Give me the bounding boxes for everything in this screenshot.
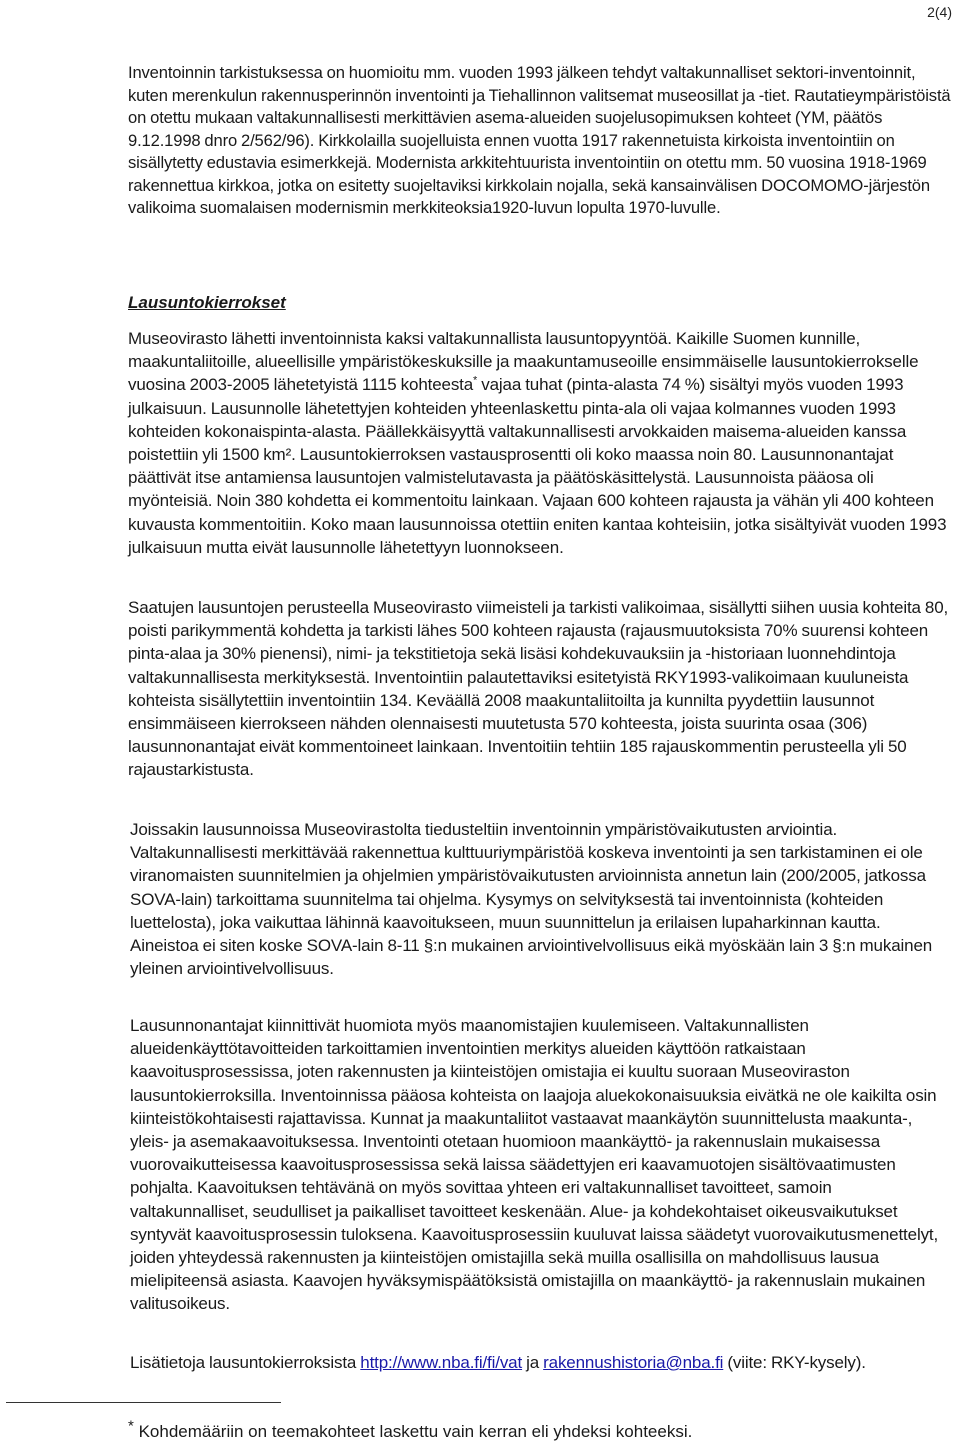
landowner-hearing-paragraph: Lausunnonantajat kiinnittivät huomiota myös maanomistajien kuulemiseen. Valtakunnallisten alueidenkäyttötavoitteiden tarkoittamien inventointien merkitys alueiden käyttöön ratkaistaan kaavoitusprosessissa, joten rakennusten ja kiinteistöjen omistajia ei kuultu suoraan Museoviraston lausuntokierroksilla. Inventoinnissa pääosa kohteista on laajoja aluekokonaisuuksia eivätkä ne ole kaikilta osin kiinteistökohtaisesti rajattavissa. Kunnat ja maakuntaliitot vastaavat maankäytön suunnittelusta maakunta-, yleis- ja asemakaavoituksessa. Inventointi otetaan huomioon maankäyttö- ja rakennuslain mukaisessa vuorovaikutteisessa kaavoitusprosessissa sekä laissa säädettyjen eri kaavamuotojen sisältövaatimusten pohjalta. Kaavoituksen tehtävänä on myös sovittaa yhteen eri valtakunnalliset tavoitteet, samoin valtakunnalliset, seudulliset ja paikalliset tavoitteet keskenään. Alue- ja kohdekohtaiset oikeusvaikutukset syntyvät kaavoitusprosessin tuloksena. Kaavoitusprosessiin kuuluvat laissa säädetyt vuorovaikutusmenettelyt, joiden yhteydessä rakennusten ja kiinteistöjen omistajilla sekä muilla osallisilla on mahdollisuus lausua mielipiteensä asiasta. Kaavojen hyväksymispäätöksistä omistajilla on maankäyttö- ja rakennuslain mukainen valitusoikeus. bbox=[130, 1016, 939, 1314]
contact-prefix: Lisätietoja lausuntokierroksista bbox=[130, 1353, 361, 1372]
footnote-mark: * bbox=[128, 1417, 134, 1435]
footnote-reference[interactable]: * bbox=[473, 374, 478, 387]
page-number: 2(4) bbox=[927, 4, 952, 20]
lausunto-paragraph-1 bbox=[128, 327, 954, 559]
footnote-separator bbox=[6, 1402, 281, 1403]
lausunto-paragraph-2: Saatujen lausuntojen perusteella Museovirasto viimeisteli ja tarkisti valikoimaa, sisällytti siihen uusia kohteita 80, poisti parikymmentä kohdetta ja tarkisti lähes 500 kohteen rajausta (rajausmuutoksista 70% suurensi kohteen pinta-alaa ja 30% pienensi), nimi- ja tekstitietoja sekä lisäsi kohdekuvauksiin ja -historiaan luonnehdintoja valtakunnallisesta merkityksestä. Inventointiin palautettaviksi esitetyistä RKY1993-valikoimaan kuuluneista kohteista sisällytettiin inventointiin 134. Keväällä 2008 maakuntaliitoilta ja kunnilta pyydettiin lausunnot ensimmäiseen kierrokseen nähden olennaisesti muutetusta 570 kohteesta, joista suurinta osaa (306) lausunnonantajat eivät kommentoineet lainkaan. Inventoitiin tehtiin 185 rajauskommentin perusteella yli 50 rajaustarkistusta. bbox=[128, 598, 949, 780]
contact-paragraph bbox=[130, 1351, 948, 1374]
paragraph-text-part: Museovirasto lähetti inventoinnista kaksi valtakunnallista lausuntopyyntöä. Kaikille Suomen kunnille, maakuntaliitoille, alueellisille ympäristökeskuksille ja maakuntamuseoille ensimmäiselle lausuntokierrokselle vuosina 2003-2005 lähetetyistä 1115 kohteesta bbox=[128, 329, 919, 395]
paragraph-text-part: vajaa tuhat (pinta-alasta 74 %) sisältyi myös vuoden 1993 julkaisuun. Lausunnolle lähetettyjen kohteiden yhteenlaskettu pinta-ala oli vajaa kolmannes vuoden 1993 kohteiden kokonaispinta-alasta. Päällekkäisyyttä valtakunnallisesti arvokkaiden maisema-alueiden kanssa poistettiin yli 1500 km². Lausuntokierroksen vastausprosentti oli koko maassa noin 80. Lausunnonantajat päättivät itse antamiensa lausuntojen valmistelutavasta ja päätöskäsittelystä. Lausunnoista pääosa oli myönteisiä. Noin 380 kohdetta ei kommentoitu lainkaan. Vajaan 600 kohteen rajausta ja vähän yli 400 kohteen kuvausta kommentoitiin. Koko maan lausunnoissa otettiin eniten kantaa kohteisiin, jotka sisältyivät vuoden 1993 julkaisuun mutta eivät lausunnolle lähetettyyn luonnokseen. bbox=[128, 375, 947, 557]
intro-paragraph: Inventoinnin tarkistuksessa on huomioitu mm. vuoden 1993 jälkeen tehdyt valtakunnalliset sektori-inventoinnit, kuten merenkulun rakennusperinnön inventointi ja Tiehallinnon valitsemat museosillat ja -tiet. Rautatieympäristöistä on otettu mukaan valtakunnallisesti merkittävien asema-alueiden suojelusopimuksen kohteet (YM, päätös 9.12.1998 dnro 2/562/96). Kirkkolailla suojelluista ennen vuotta 1917 rakennetuista kirkoista inventointiin on sisällytetty edustavia esimerkkejä. Modernista arkkitehtuurista inventointiin on otettu mm. 50 vuosina 1918-1969 rakennettua kirkkoa, jotka on esitetty suojeltaviksi kirkkolain nojalla, sekä kansainvälisen DOCOMOMO-järjestön valikoima suomalaisen modernismin merkkiteoksia1920-luvun lopulta 1970-luvulle. bbox=[128, 63, 951, 217]
section-heading: Lausuntokierrokset bbox=[128, 293, 286, 312]
environment-assessment-paragraph: Joissakin lausunnoissa Museovirastolta tiedusteltiin inventoinnin ympäristövaikutusten arviointia. Valtakunnallisesti merkittävää rakennettua kulttuuriympäristöä koskeva inventointi ja sen tarkistaminen ei ole viranomaisten suunnitelmien ja ohjelmien ympäristövaikutusten arvioinnista annetun lain (200/2005, jatkossa SOVA-lain) tarkoittama suunnitelma tai ohjelma. Kysymys on selvityksestä tai inventoinnista (kohteiden luettelosta), joka vaikuttaa lähinnä kaavoitukseen, muun suunnittelun ja erilaisen lupaharkinnan kautta. Aineistoa ei siten koske SOVA-lain 8-11 §:n mukainen arviointivelvollisuus eikä myöskään lain 3 §:n mukainen yleinen arviointivelvollisuus. bbox=[130, 820, 933, 979]
vat-link[interactable]: http://www.nba.fi/fi/vat bbox=[360, 1353, 523, 1372]
footnote-text: Kohdemääriin on teemakohteet laskettu vain kerran eli yhdeksi kohteeksi. bbox=[133, 1422, 693, 1441]
contact-suffix: (viite: RKY-kysely). bbox=[723, 1353, 866, 1372]
footnote bbox=[128, 1417, 693, 1442]
email-link[interactable]: rakennushistoria@nba.fi bbox=[543, 1353, 724, 1372]
contact-middle: ja bbox=[522, 1353, 544, 1372]
